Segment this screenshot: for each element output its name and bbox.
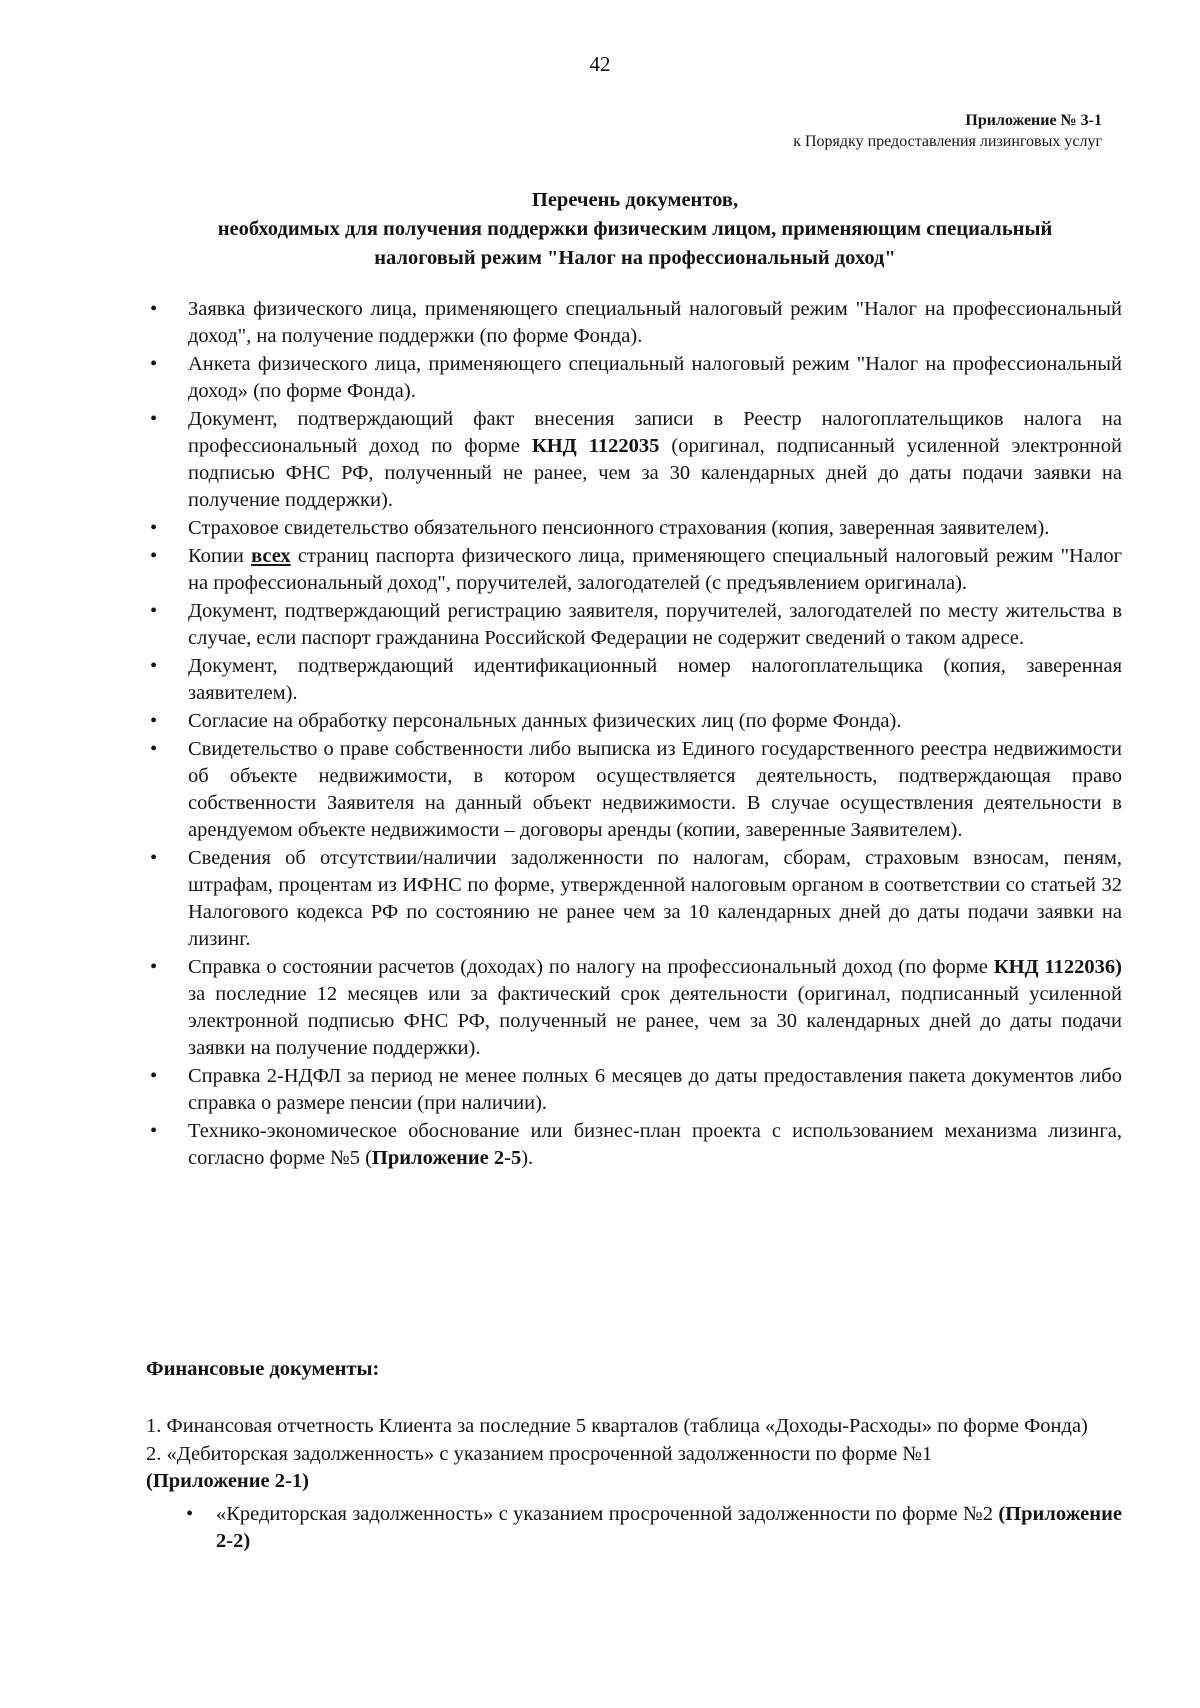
- appendix-number: Приложение № 3-1: [965, 112, 1102, 129]
- appendix-reference: [542, 110, 1102, 152]
- list-item: • Свидетельство о праве собственности либо выписка из Единого государственного реестра недвижимости об объекте недвижимости, в котором осуществляется деятельность, подтверждающая право собственности Заявителя на данный объект недвижимости. В случае осуществления деятельности в арендуемом объекте недвижимости – договоры аренды (копии, заверенные Заявителем).: [146, 736, 1122, 844]
- financial-subitem: • «Кредиторская задолженность» с указанием просроченной задолженности по форме №2 (Приложение 2-2): [146, 1501, 1122, 1555]
- documents-list: [146, 296, 1122, 1173]
- list-item: • Страховое свидетельство обязательного пенсионного страхования (копия, заверенная заявителем).: [146, 515, 1122, 542]
- list-item: • Документ, подтверждающий идентификационный номер налогоплательщика (копия, заверенная заявителем).: [146, 653, 1122, 707]
- list-item: • Сведения об отсутствии/наличии задолженности по налогам, сборам, страховым взносам, пеням, штрафам, процентам из ИФНС по форме, утвержденной налоговым органом в соответствии со статьей 32 Налогового кодекса РФ по состоянию не ранее чем за 10 календарных дней до даты подачи заявки на лизинг.: [146, 845, 1122, 953]
- list-item: • Согласие на обработку персональных данных физических лиц (по форме Фонда).: [146, 708, 1122, 735]
- financial-item-2: 2. «Дебиторская задолженность» с указанием просроченной задолженности по форме №1 (Приложение 2-1): [146, 1443, 933, 1492]
- emphasis-all: всех: [251, 545, 291, 567]
- appendix-ref: Приложение 2-5: [371, 1147, 522, 1169]
- form-code: КНД 1122035: [531, 435, 660, 457]
- financial-item-1: 1. Финансовая отчетность Клиента за последние 5 кварталов (таблица «Доходы-Расходы» по форме Фонда): [146, 1415, 1088, 1437]
- document-title: [150, 186, 1120, 273]
- list-item: • Справка о состоянии расчетов (доходах) по налогу на профессиональный доход (по форме КНД 1122036) за последние 12 месяцев или за фактический срок деятельности (оригинал, подписанный усиленной электронной подписью ФНС РФ, полученный не ранее, чем за 30 календарных дней до даты подачи заявки на получение поддержки).: [146, 954, 1122, 1062]
- form-code: КНД 1122036): [993, 956, 1123, 978]
- title-line-3: налоговый режим "Налог на профессиональный доход": [374, 247, 896, 269]
- appendix-ref: (Приложение 2-2): [216, 1503, 1122, 1552]
- title-line-2: необходимых для получения поддержки физическим лицом, применяющим специальный: [217, 218, 1053, 240]
- financial-documents: [146, 1413, 1122, 1555]
- appendix-source: к Порядку предоставления лизинговых услуг: [793, 133, 1102, 150]
- list-item: • Анкета физического лица, применяющего специальный налоговый режим "Налог на профессиональный доход» (по форме Фонда).: [146, 351, 1122, 405]
- title-line-1: Перечень документов,: [531, 189, 739, 211]
- list-item: • Справка 2-НДФЛ за период не менее полных 6 месяцев до даты предоставления пакета документов либо справка о размере пенсии (при наличии).: [146, 1063, 1122, 1117]
- list-item: • Копии всех страниц паспорта физического лица, применяющего специальный налоговый режим "Налог на профессиональный доход", поручителей, залогодателей (с предъявлением оригинала).: [146, 543, 1122, 597]
- financial-documents-heading: Финансовые документы:: [146, 1358, 380, 1380]
- list-item: • Документ, подтверждающий факт внесения записи в Реестр налогоплательщиков налога на профессиональный доход по форме КНД 1122035 (оригинал, подписанный усиленной электронной подписью ФНС РФ, полученный не ранее, чем за 30 календарных дней до даты подачи заявки на получение поддержки).: [146, 406, 1122, 514]
- page-number: 42: [589, 52, 611, 76]
- list-item: • Документ, подтверждающий регистрацию заявителя, поручителей, залогодателей по месту жительства в случае, если паспорт гражданина Российской Федерации не содержит сведений о таком адресе.: [146, 598, 1122, 652]
- list-item: • Технико-экономическое обоснование или бизнес-план проекта с использованием механизма лизинга, согласно форме №5 (Приложение 2-5).: [146, 1118, 1122, 1172]
- appendix-ref: (Приложение 2-1): [146, 1470, 309, 1492]
- list-item: • Заявка физического лица, применяющего специальный налоговый режим "Налог на профессиональный доход", на получение поддержки (по форме Фонда).: [146, 296, 1122, 350]
